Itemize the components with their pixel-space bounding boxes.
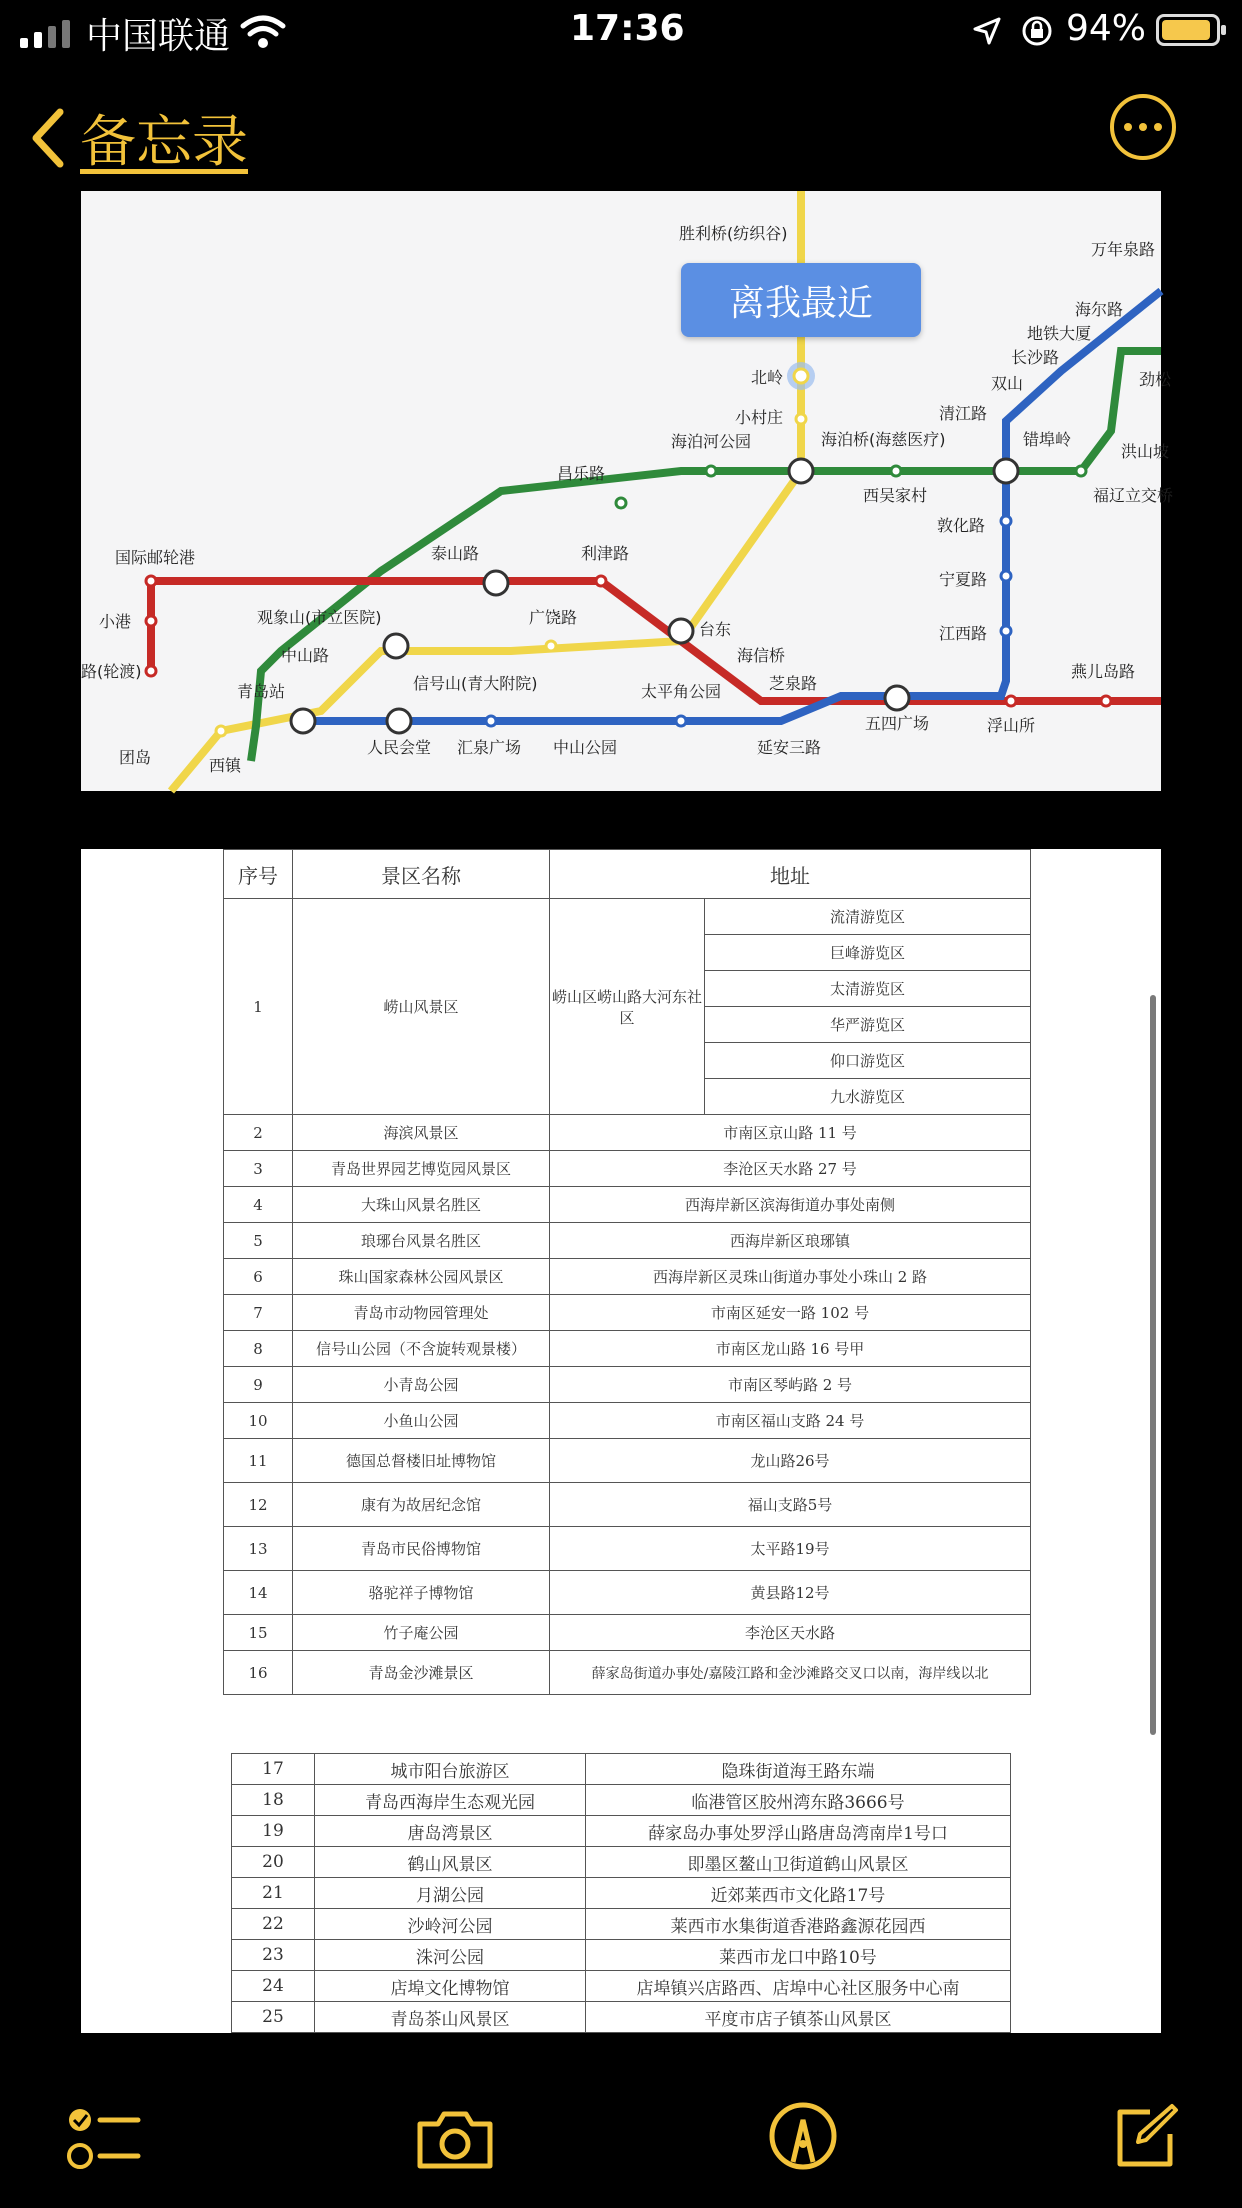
bottom-toolbar — [0, 2090, 1242, 2190]
station-label: 宁夏路 — [939, 570, 988, 589]
scenic-spots-table-image[interactable] — [81, 849, 1161, 2033]
row-address: 临港管区胶州湾东路3666号 — [586, 1785, 1011, 1816]
row-number: 6 — [224, 1259, 293, 1295]
table-row — [232, 1940, 1011, 1971]
header-number: 序号 — [224, 850, 293, 899]
row-number: 18 — [232, 1785, 315, 1816]
table-row — [224, 1571, 1031, 1615]
row-address: 李沧区天水路 — [550, 1615, 1031, 1651]
more-dot — [1139, 123, 1147, 131]
row-name: 鹤山风景区 — [315, 1847, 586, 1878]
table-row — [224, 1651, 1031, 1695]
camera-icon[interactable] — [414, 2106, 496, 2172]
table-row — [224, 1115, 1031, 1151]
station-label: 中山路 — [281, 646, 330, 665]
row-address: 西海岸新区琅琊镇 — [550, 1223, 1031, 1259]
station-label: 利津路 — [581, 544, 630, 563]
row-name: 青岛市动物园管理处 — [293, 1295, 550, 1331]
table-row — [224, 1295, 1031, 1331]
table-row — [232, 1785, 1011, 1816]
clock: 17:36 — [570, 8, 685, 49]
table-row — [224, 1367, 1031, 1403]
station-label: 信号山(青大附院) — [413, 674, 538, 693]
row-name: 青岛西海岸生态观光园 — [315, 1785, 586, 1816]
row-name: 洙河公园 — [315, 1940, 586, 1971]
station-label: 福辽立交桥 — [1093, 486, 1174, 505]
row-name: 月湖公园 — [315, 1878, 586, 1909]
station-label: 长沙路 — [1011, 348, 1060, 367]
row-number: 10 — [224, 1403, 293, 1439]
station-label: 青岛站 — [237, 682, 286, 701]
station-label: 芝泉路 — [769, 674, 818, 693]
row-address: 李沧区天水路 27 号 — [550, 1151, 1031, 1187]
station-label: 海尔路 — [1075, 300, 1124, 319]
table-row — [232, 1816, 1011, 1847]
station-label: 北岭 — [751, 368, 784, 387]
row-name: 小青岛公园 — [293, 1367, 550, 1403]
station-label: 泰山路 — [431, 544, 480, 563]
table-row — [224, 1439, 1031, 1483]
row-name: 店埠文化博物馆 — [315, 1971, 586, 2002]
row-number: 21 — [232, 1878, 315, 1909]
sub-area: 巨峰游览区 — [705, 935, 1031, 971]
row-name: 小鱼山公园 — [293, 1403, 550, 1439]
row-address: 福山支路5号 — [550, 1483, 1031, 1527]
row-address: 市南区龙山路 16 号甲 — [550, 1331, 1031, 1367]
row-address: 即墨区鳌山卫街道鹤山风景区 — [586, 1847, 1011, 1878]
more-dot — [1124, 123, 1132, 131]
table-row — [224, 1151, 1031, 1187]
station-label: 浮山所 — [987, 716, 1036, 735]
station-label: 广饶路 — [529, 608, 578, 627]
row-name: 骆驼祥子博物馆 — [293, 1571, 550, 1615]
sub-area: 流清游览区 — [705, 899, 1031, 935]
row-name: 珠山国家森林公园风景区 — [293, 1259, 550, 1295]
row-address: 市南区京山路 11 号 — [550, 1115, 1031, 1151]
row-address: 莱西市水集街道香港路鑫源花园西 — [586, 1909, 1011, 1940]
row-address: 市南区延安一路 102 号 — [550, 1295, 1031, 1331]
station-label: 昌乐路 — [557, 464, 606, 483]
row-name: 沙岭河公园 — [315, 1909, 586, 1940]
row-address: 薛家岛办事处罗浮山路唐岛湾南岸1号口 — [586, 1816, 1011, 1847]
table-row — [232, 1909, 1011, 1940]
sub-area: 华严游览区 — [705, 1007, 1031, 1043]
row-number: 1 — [224, 899, 293, 1115]
metro-map-image[interactable] — [81, 191, 1174, 791]
station-label: 人民会堂 — [367, 738, 432, 757]
markup-pen-icon[interactable] — [768, 2100, 838, 2172]
row-number: 14 — [224, 1571, 293, 1615]
station-label: 燕儿岛路 — [1071, 662, 1136, 681]
station-label: 江西路 — [939, 624, 988, 643]
row-number: 17 — [232, 1754, 315, 1785]
station-label: 西吴家村 — [863, 486, 928, 505]
station-label: 双山 — [991, 374, 1024, 393]
row-address: 太平路19号 — [550, 1527, 1031, 1571]
station-label: 清江路 — [939, 404, 988, 423]
row-name: 青岛茶山风景区 — [315, 2002, 586, 2033]
table-row — [232, 1878, 1011, 1909]
row-name: 康有为故居纪念馆 — [293, 1483, 550, 1527]
more-dot — [1154, 123, 1162, 131]
wifi-icon — [240, 14, 286, 50]
back-button[interactable] — [30, 98, 248, 178]
row-address: 市南区福山支路 24 号 — [550, 1403, 1031, 1439]
table-row — [224, 1527, 1031, 1571]
scroll-indicator[interactable] — [1150, 995, 1156, 1735]
nearest-station-bubble[interactable]: 离我最近 — [681, 263, 921, 337]
checklist-icon[interactable] — [66, 2106, 142, 2172]
table-row — [232, 2002, 1011, 2033]
row-address: 西海岸新区滨海街道办事处南侧 — [550, 1187, 1031, 1223]
station-label: 胜利桥(纺织谷) — [679, 224, 788, 243]
table-row — [224, 1483, 1031, 1527]
back-label: 备忘录 — [80, 110, 248, 175]
row-name: 唐岛湾景区 — [315, 1816, 586, 1847]
table-row — [232, 1971, 1011, 2002]
more-options-button[interactable] — [1110, 94, 1176, 160]
row-address: 近郊莱西市文化路17号 — [586, 1878, 1011, 1909]
header-address: 地址 — [550, 850, 1031, 899]
carrier-label: 中国联通 — [86, 16, 231, 57]
row-name: 青岛市民俗博物馆 — [293, 1527, 550, 1571]
row-number: 25 — [232, 2002, 315, 2033]
sub-area: 太清游览区 — [705, 971, 1031, 1007]
row-number: 12 — [224, 1483, 293, 1527]
rotation-lock-icon — [1020, 14, 1054, 48]
row-name: 崂山风景区 — [293, 899, 550, 1115]
table-row — [224, 1187, 1031, 1223]
row-name: 海滨风景区 — [293, 1115, 550, 1151]
table-row — [224, 1615, 1031, 1651]
station-label: 地铁大厦 — [1027, 324, 1092, 343]
row-number: 20 — [232, 1847, 315, 1878]
row-address: 黄县路12号 — [550, 1571, 1031, 1615]
row-name: 琅琊台风景名胜区 — [293, 1223, 550, 1259]
row-address: 薛家岛街道办事处/嘉陵江路和金沙滩路交叉口以南，海岸线以北 — [550, 1651, 1031, 1695]
row-number: 2 — [224, 1115, 293, 1151]
table-row — [224, 1331, 1031, 1367]
sub-area: 九水游览区 — [705, 1079, 1031, 1115]
row-number: 15 — [224, 1615, 293, 1651]
station-label: 劲松 — [1139, 370, 1172, 389]
row-number: 13 — [224, 1527, 293, 1571]
row-number: 19 — [232, 1816, 315, 1847]
row-address: 市南区琴屿路 2 号 — [550, 1367, 1031, 1403]
row-number: 9 — [224, 1367, 293, 1403]
row-number: 16 — [224, 1651, 293, 1695]
station-label: 延安三路 — [757, 738, 822, 757]
table-row — [232, 1754, 1011, 1785]
cellular-signal-icon — [20, 18, 80, 48]
row-name: 信号山公园（不含旋转观景楼） — [293, 1331, 550, 1367]
row-number: 8 — [224, 1331, 293, 1367]
table-row — [224, 1403, 1031, 1439]
row-address: 莱西市龙口中路10号 — [586, 1940, 1011, 1971]
station-label: 国际邮轮港 — [115, 548, 196, 567]
table-row — [224, 1259, 1031, 1295]
row-address: 平度市店子镇茶山风景区 — [586, 2002, 1011, 2033]
battery-icon — [1156, 14, 1220, 46]
row-name: 德国总督楼旧址博物馆 — [293, 1439, 550, 1483]
row-number: 4 — [224, 1187, 293, 1223]
station-label: 小港 — [99, 612, 132, 631]
station-label: 错埠岭 — [1023, 430, 1072, 449]
station-label: 海泊桥(海慈医疗) — [821, 430, 946, 449]
row-name: 城市阳台旅游区 — [315, 1754, 586, 1785]
status-bar — [0, 0, 1242, 62]
navigation-bar — [0, 78, 1242, 178]
row-name: 大珠山风景名胜区 — [293, 1187, 550, 1223]
station-label: 小村庄 — [735, 408, 784, 427]
station-label: 中山公园 — [553, 738, 618, 757]
station-label: 西镇 — [209, 756, 242, 775]
row-address: 隐珠街道海王路东端 — [586, 1754, 1011, 1785]
row-number: 23 — [232, 1940, 315, 1971]
row-number: 11 — [224, 1439, 293, 1483]
table-row — [232, 1847, 1011, 1878]
station-label: 太平角公园 — [641, 682, 722, 701]
header-name: 景区名称 — [293, 850, 550, 899]
station-label: 五四广场 — [865, 714, 930, 733]
row-number: 7 — [224, 1295, 293, 1331]
station-label: 汇泉广场 — [457, 738, 522, 757]
station-label: 洪山坡 — [1121, 442, 1170, 461]
station-label: 海泊河公园 — [671, 432, 752, 451]
station-label: 观象山(市立医院) — [257, 608, 382, 627]
battery-percentage: 94% — [1066, 8, 1147, 49]
station-label: 路(轮渡) — [81, 662, 142, 681]
station-label: 万年泉路 — [1091, 240, 1156, 259]
table-row — [224, 1223, 1031, 1259]
station-label: 台东 — [699, 620, 732, 639]
station-label: 敦化路 — [937, 516, 986, 535]
chevron-left-icon — [30, 108, 66, 168]
row-address: 西海岸新区灵珠山街道办事处小珠山 2 路 — [550, 1259, 1031, 1295]
row-name: 竹子庵公园 — [293, 1615, 550, 1651]
sub-area: 仰口游览区 — [705, 1043, 1031, 1079]
row-number: 24 — [232, 1971, 315, 2002]
location-arrow-icon — [972, 16, 1002, 46]
row-district: 崂山区崂山路大河东社区 — [550, 899, 705, 1115]
scenic-spots-table — [223, 849, 1031, 1695]
station-label: 团岛 — [119, 748, 152, 767]
row-name: 青岛世界园艺博览园风景区 — [293, 1151, 550, 1187]
row-address: 店埠镇兴店路西、店埠中心社区服务中心南 — [586, 1971, 1011, 2002]
row-number: 5 — [224, 1223, 293, 1259]
row-name: 青岛金沙滩景区 — [293, 1651, 550, 1695]
row-number: 22 — [232, 1909, 315, 1940]
station-label: 海信桥 — [737, 646, 786, 665]
row-address: 龙山路26号 — [550, 1439, 1031, 1483]
compose-icon[interactable] — [1110, 2102, 1180, 2172]
row-number: 3 — [224, 1151, 293, 1187]
scenic-spots-table-continued — [231, 1753, 1011, 2033]
